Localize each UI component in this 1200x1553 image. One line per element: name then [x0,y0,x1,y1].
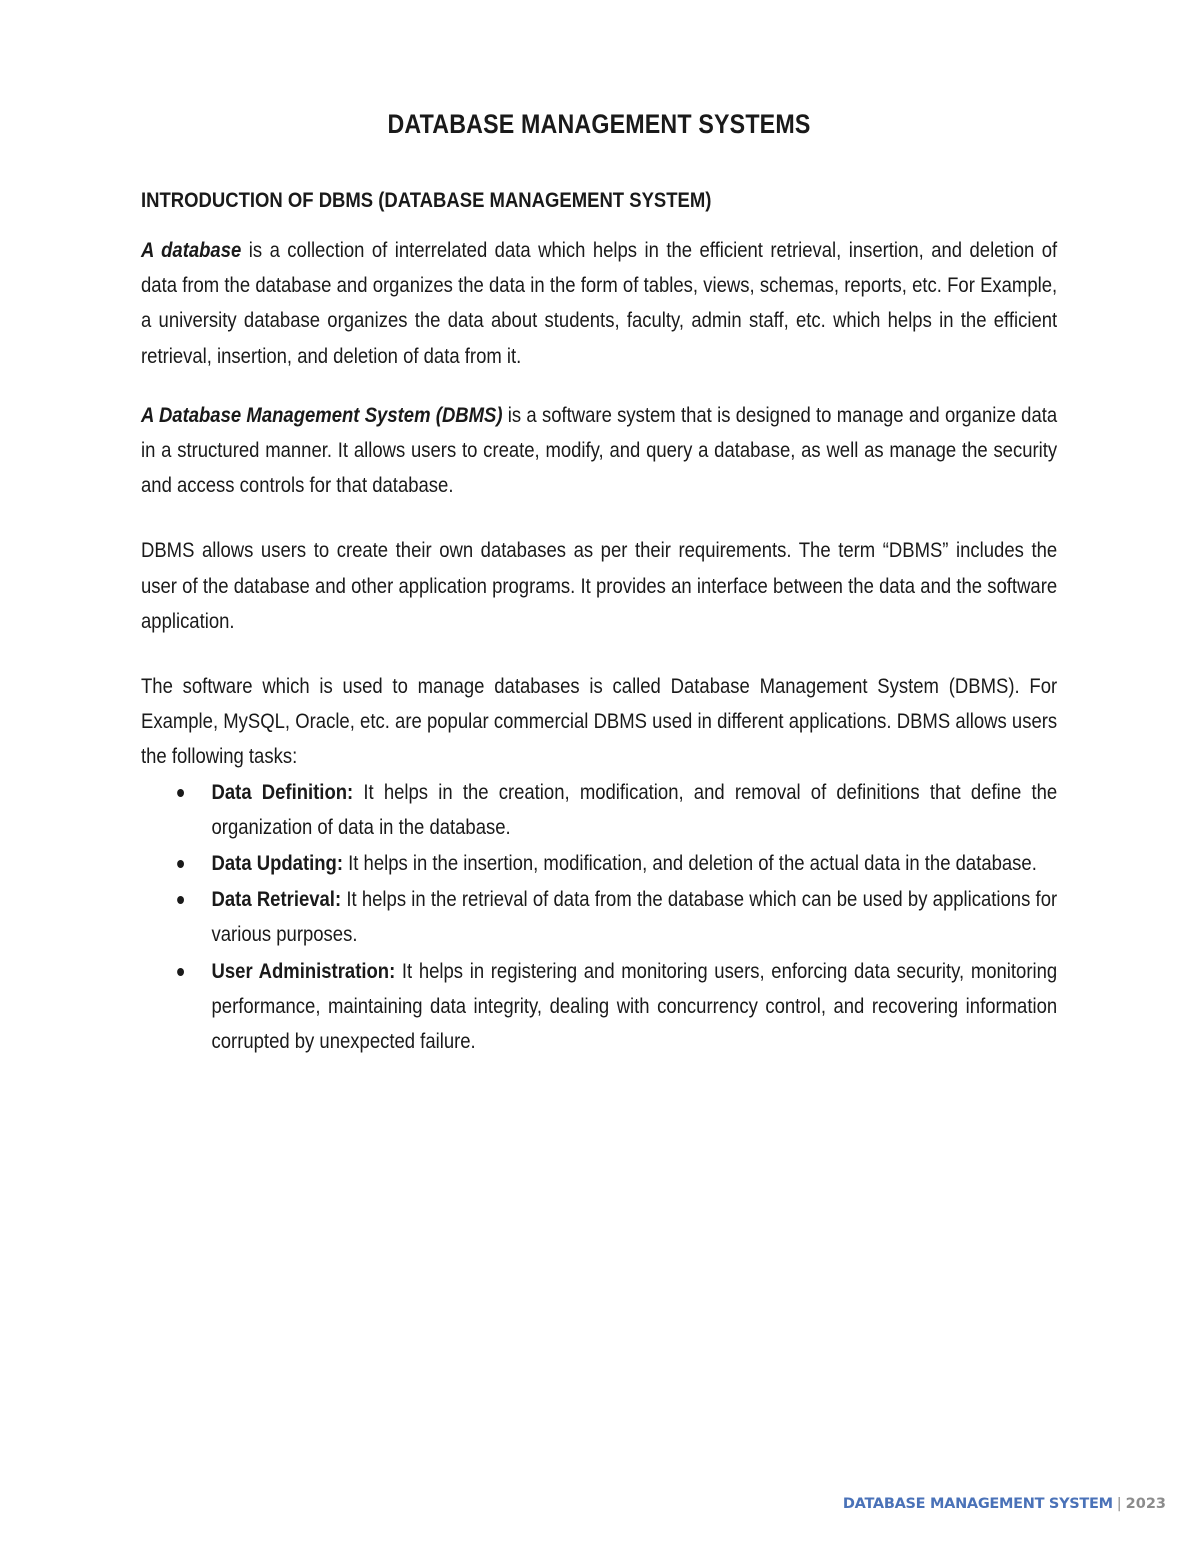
list-item-user-administration [141,954,1057,1060]
bullet-icon [177,860,184,868]
paragraph-dbms-definition [141,398,1057,504]
footer-title: DATABASE MANAGEMENT SYSTEM [842,1496,1113,1512]
paragraph-database-definition [141,233,1057,374]
page-footer [843,1494,1166,1514]
list-item-term: User Administration: [211,958,396,983]
paragraph-dbms-software: The software which is used to manage databases is called Database Management System (DBMS). For Example, MySQL, Oracle, etc. are popular commercial DBMS used in different applications. DBMS allows users the following tasks: [141,674,1058,769]
bullet-icon [177,896,184,904]
page-content [141,104,1057,1060]
section-heading: INTRODUCTION OF DBMS (DATABASE MANAGEMENT SYSTEM) [141,188,712,212]
term-dbms: A Database Management System (DBMS) [141,402,503,427]
list-item-term: Data Retrieval: [211,887,342,912]
bullet-icon [177,968,184,976]
footer-separator: | [1116,1496,1122,1512]
paragraph-text: is a software system that is designed to manage and organize data in a structured manner. It allows users to create, modify, and query a database, as well as manage the security and access controls for that database. [141,402,1058,498]
paragraph-text: is a collection of interrelated data which helps in the efficient retrieval, insertion, and deletion of data from the database and organizes the data in the form of tables, views, schemas, reports, etc. For Example, a university database organizes the data about students, faculty, admin staff, etc. which helps in the efficient retrieval, insertion, and deletion of data from it. [141,238,1058,368]
paragraph-dbms-users: DBMS allows users to create their own databases as per their requirements. The term “DBMS” includes the user of the database and other application programs. It provides an interface between the data and the software application. [141,538,1058,633]
list-item-data-updating [141,846,1057,881]
list-item-term: Data Updating: [211,851,344,876]
footer-year: 2023 [1125,1496,1166,1512]
document-title: DATABASE MANAGEMENT SYSTEMS [387,109,811,139]
list-item-data-retrieval [141,882,1057,952]
list-item-text: It helps in the insertion, modification, and deletion of the actual data in the database. [343,851,1037,876]
term-database: A database [141,238,242,262]
list-item-term: Data Definition: [211,779,354,804]
bullet-icon [177,789,184,797]
list-item-data-definition [141,775,1057,845]
dbms-tasks-list [141,775,1057,1060]
list-item-text: It helps in registering and monitoring users, enforcing data security, monitoring performance, maintaining data integrity, dealing with concurrency control, and recovering information corrupted by unexpected failure. [211,958,1058,1054]
list-item-text: It helps in the retrieval of data from the database which can be used by applications for various purposes. [211,887,1058,947]
list-item-text: It helps in the creation, modification, and removal of definitions that define the organization of data in the database. [211,779,1058,839]
